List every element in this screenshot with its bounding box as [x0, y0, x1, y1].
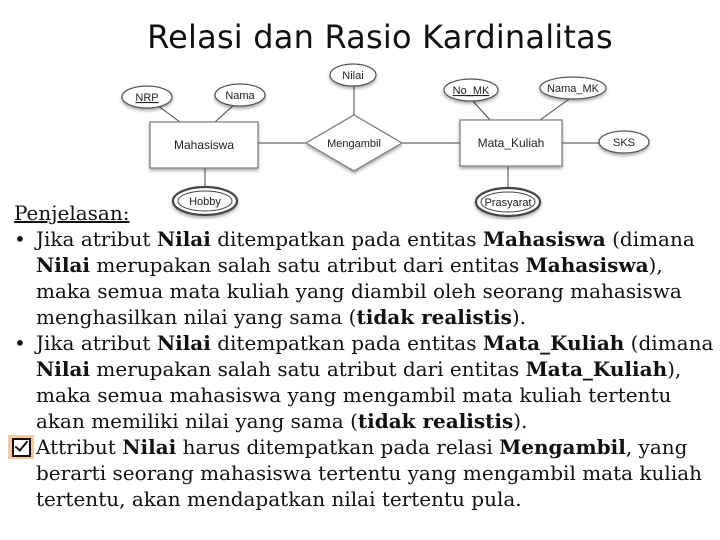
relationship-mengambil-label: Mengambil — [327, 138, 381, 150]
bold-term: Nilai — [36, 357, 91, 381]
text-run: ditempatkan pada entitas — [210, 227, 483, 251]
attribute-sks — [599, 131, 649, 153]
explanation-item — [14, 434, 714, 512]
bold-term: Mahasiswa — [482, 227, 606, 251]
attribute-nrp-label: NRP — [135, 92, 159, 104]
bold-term: Nilai — [156, 227, 211, 251]
attribute-sks-label: SKS — [612, 137, 636, 149]
bold-term: Nilai — [122, 435, 177, 459]
text-run: Jika atribut — [36, 227, 157, 251]
attribute-nrp — [122, 86, 172, 108]
text-run: ditempatkan pada entitas — [210, 331, 483, 355]
explanation-section — [14, 200, 714, 512]
text-run: harus ditempatkan pada relasi — [176, 435, 500, 459]
attribute-nama-mk — [540, 77, 606, 99]
explanation-heading: Penjelasan: — [14, 201, 130, 225]
bold-term: Nilai — [36, 253, 91, 277]
attribute-hobby-label: Hobby — [189, 196, 221, 208]
explanation-item — [14, 226, 714, 330]
bold-term: Mengambil — [499, 435, 626, 459]
text-run: (dimana — [624, 331, 714, 355]
entity-mahasiswa — [150, 122, 258, 168]
attribute-nama-mk-label: Nama_MK — [547, 83, 599, 95]
attribute-nilai-label: Nilai — [342, 70, 364, 82]
text-run: ), maka semua mahasiswa yang mengambil mata kuliah tertentu akan memiliki nilai yang sama ( — [36, 357, 682, 433]
attribute-prasyarat-label: Prasyarat — [484, 197, 532, 209]
entity-mata-kuliah-label: Mata_Kuliah — [477, 136, 545, 150]
text-run: (dimana — [605, 227, 695, 251]
text-run: Attribut — [36, 435, 123, 459]
explanation-item — [14, 330, 714, 434]
attribute-nama-label: Nama — [225, 90, 255, 102]
attribute-no-mk-label: No_MK — [452, 85, 490, 97]
checkbox-checked-icon — [8, 435, 34, 459]
attribute-nilai — [330, 64, 376, 86]
entity-mata-kuliah — [460, 120, 562, 166]
text-run: merupakan salah satu atribut dari entitas — [90, 253, 526, 277]
bold-term: Mata_Kuliah — [482, 331, 625, 355]
attribute-nama — [215, 84, 265, 106]
bullet-icon: • — [14, 227, 26, 251]
text-run: merupakan salah satu atribut dari entitas — [90, 357, 526, 381]
bold-term: tidak realistis — [357, 409, 514, 433]
bold-term: Nilai — [156, 331, 211, 355]
page-title: Relasi dan Rasio Kardinalitas — [147, 18, 613, 56]
text-run: Jika atribut — [36, 331, 157, 355]
text-run: , yang berarti seorang mahasiswa tertentu yang mengambil mata kuliah tertentu, akan mendapatkan nilai tertentu pula. — [36, 435, 703, 511]
text-run: ), maka semua mata kuliah yang diambil oleh seorang mahasiswa menghasilkan nilai yang sama ( — [36, 253, 682, 329]
bullet-icon: • — [14, 331, 26, 355]
explanation-list — [14, 226, 714, 512]
attribute-no-mk — [444, 79, 498, 101]
bold-term: tidak realistis — [356, 305, 512, 329]
text-run: ). — [511, 305, 527, 329]
entity-mahasiswa-label: Mahasiswa — [173, 138, 235, 152]
text-run: ). — [513, 409, 528, 433]
er-diagram — [0, 0, 720, 220]
relationship-mengambil — [306, 115, 402, 171]
bold-term: Mata_Kuliah — [525, 357, 668, 381]
bold-term: Mahasiswa — [525, 253, 649, 277]
